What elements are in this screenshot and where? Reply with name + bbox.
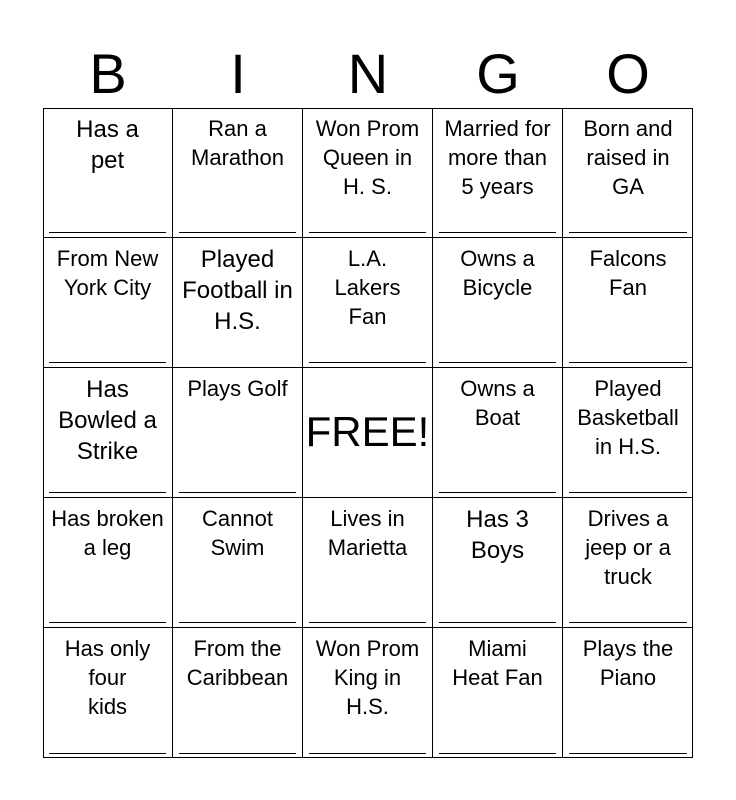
signature-line	[49, 362, 166, 363]
bingo-cell[interactable]	[563, 498, 693, 628]
cell-label: Falcons Fan	[589, 246, 667, 300]
cell-label: Lives in Marietta	[327, 506, 408, 560]
bingo-cell[interactable]	[303, 368, 433, 498]
cell-label: Has only four kids	[64, 636, 151, 719]
signature-line	[179, 753, 296, 754]
bingo-cell[interactable]	[303, 628, 433, 758]
cell-label: Married for more than 5 years	[444, 116, 551, 199]
bingo-cell[interactable]	[563, 108, 693, 238]
signature-line	[569, 492, 687, 493]
signature-line	[569, 622, 687, 623]
cell-label: Has 3 Boys	[466, 506, 529, 564]
bingo-cell[interactable]	[303, 238, 433, 368]
bingo-cell[interactable]	[173, 238, 303, 368]
signature-line	[179, 232, 296, 233]
cell-label: Plays the Piano	[582, 636, 674, 690]
header-letter-b: B	[89, 42, 127, 105]
bingo-cell[interactable]	[433, 108, 563, 238]
bingo-cell[interactable]	[433, 628, 563, 758]
signature-line	[439, 492, 556, 493]
cell-label: Won Prom King in H.S.	[315, 636, 420, 719]
bingo-cell[interactable]	[433, 368, 563, 498]
bingo-cell[interactable]	[563, 238, 693, 368]
cell-label: From New York City	[56, 246, 159, 300]
cell-label: From the Caribbean	[186, 636, 289, 690]
cell-label: Owns a Boat	[460, 376, 535, 430]
signature-line	[569, 362, 687, 363]
signature-line	[309, 232, 426, 233]
signature-line	[309, 622, 426, 623]
bingo-cell[interactable]	[43, 498, 173, 628]
signature-line	[309, 362, 426, 363]
signature-line	[49, 753, 166, 754]
header-letter-o: O	[606, 42, 650, 105]
cell-label: Played Football in H.S.	[182, 246, 293, 335]
cell-label: L.A. Lakers Fan	[334, 246, 401, 329]
cell-label: Miami Heat Fan	[452, 636, 543, 690]
bingo-cell[interactable]	[43, 628, 173, 758]
bingo-cell[interactable]	[303, 498, 433, 628]
bingo-cell[interactable]	[173, 108, 303, 238]
header-letter-g: G	[476, 42, 520, 105]
signature-line	[49, 492, 166, 493]
cell-label: Won Prom Queen in H. S.	[315, 116, 420, 199]
bingo-cell[interactable]	[563, 368, 693, 498]
signature-line	[569, 232, 687, 233]
bingo-cell[interactable]	[173, 498, 303, 628]
cell-label: Drives a jeep or a truck	[585, 506, 671, 589]
free-space-label: FREE!	[305, 408, 430, 455]
bingo-cell[interactable]	[563, 628, 693, 758]
cell-label: Plays Golf	[187, 376, 288, 401]
cell-label: Born and raised in GA	[583, 116, 673, 199]
signature-line	[49, 622, 166, 623]
signature-line	[179, 492, 296, 493]
bingo-cell[interactable]	[433, 238, 563, 368]
bingo-cell[interactable]	[43, 238, 173, 368]
header-letter-i: I	[230, 42, 246, 105]
signature-line	[439, 622, 556, 623]
cell-label: Cannot Swim	[202, 506, 273, 560]
signature-line	[49, 232, 166, 233]
bingo-cell[interactable]	[303, 108, 433, 238]
cell-label: Ran a Marathon	[191, 116, 284, 170]
signature-line	[309, 753, 426, 754]
bingo-cell[interactable]	[43, 368, 173, 498]
bingo-header	[43, 40, 693, 108]
cell-label: Has Bowled a Strike	[58, 376, 157, 465]
signature-line	[179, 622, 296, 623]
bingo-cell[interactable]	[43, 108, 173, 238]
cell-label: Has broken a leg	[51, 506, 164, 560]
signature-line	[439, 362, 556, 363]
signature-line	[439, 232, 556, 233]
cell-label: Has a pet	[76, 116, 139, 174]
signature-line	[569, 753, 687, 754]
header-letter-n: N	[347, 42, 389, 105]
bingo-cell[interactable]	[173, 628, 303, 758]
signature-line	[439, 753, 556, 754]
bingo-cell[interactable]	[173, 368, 303, 498]
bingo-card	[43, 108, 693, 758]
bingo-cell[interactable]	[433, 498, 563, 628]
cell-label: Owns a Bicycle	[460, 246, 535, 300]
cell-label: Played Basketball in H.S.	[577, 376, 679, 459]
